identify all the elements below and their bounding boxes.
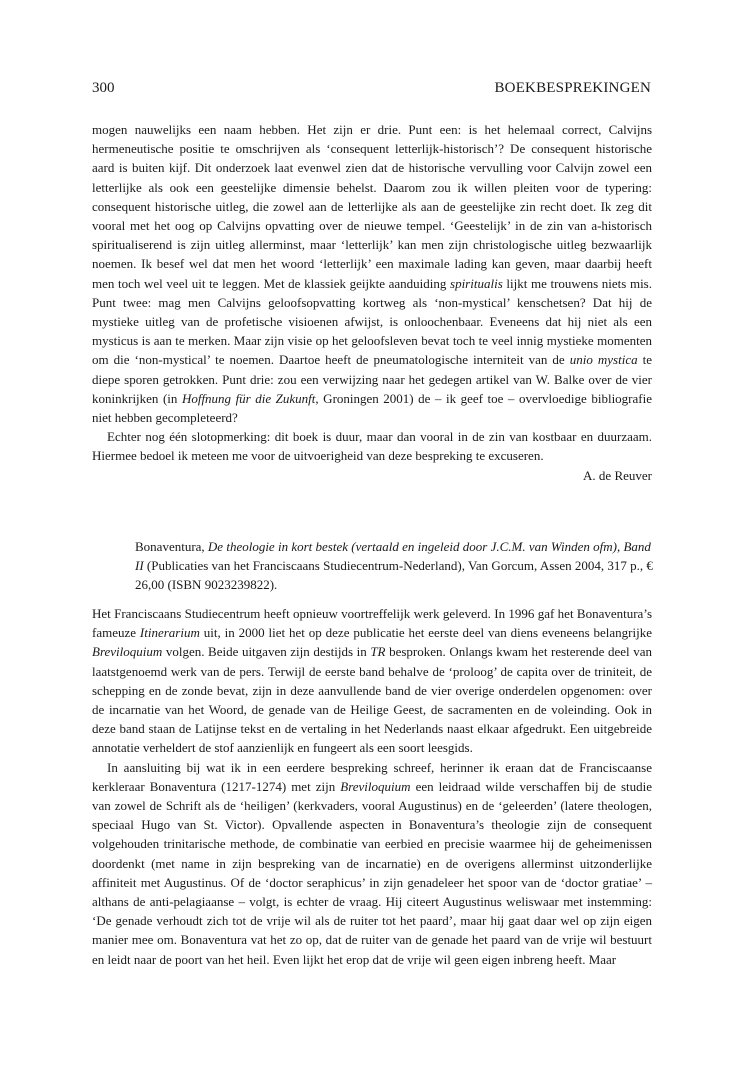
running-title: BOEKBESPREKINGEN [494,80,651,96]
reviewer-signature: A. de Reuver [583,467,652,483]
paragraph: Echter nog één slotopmerking: dit boek is duur, maar dan vooral in de zin van kostbaar en duurzaam. Hiermee bedoel ik meteen me voor de uitvoerigheid van deze bespreking te excuseren. [92,429,652,464]
review-continuation [92,120,652,485]
review-body [92,604,652,969]
paragraph: mogen nauwelijks een naam hebben. Het zijn er drie. Punt een: is het helemaal correct, Calvijns hermeneutische positie te omschrijven als ‘consequent letterlijk-historisch’? De consequent historische aard is buiten kijf. Dit onderzoek laat evenwel zien dat de historische vervulling voor Calvijn zowel een letterlijke als ook een geestelijke dimensie behelst. Daarom zou ik willen pleiten voor de typering: consequent historische uitleg, die zowel aan de letterlijke als aan de geestelijke zin recht doet. Ik zeg dit vooral met het oog op Calvijns opvatting over de nieuwe tempel. ‘Geestelijk’ in de zin van a-historisch spiritualiserend is zijn uitleg allerminst, maar ‘letterlijk’ kan men zijn christologische uitleg bezwaarlijk noemen. Ik besef wel dat men het woord ‘letterlijk’ een maximale lading kan geven, maar daarbij heeft men toch wel veel uit te leggen. Met de klassiek geijkte aanduiding spiritualis lijkt me trouwens niets mis. Punt twee: mag men Calvijns geloofsopvatting kortweg als ‘non-mystical’ kenschetsen? Dat hij de mystieke uitleg van de profetische visioenen afwijst, is onloochenbaar. Eveneens dat hij niet als een mysticus is aan te merken. Maar zijn visie op het geloofsleven bevat toch te veel innig mystieke momenten om die ‘non-mystical’ te noemen. Daartoe heeft de pneumatologische interniteit van de unio mystica te diepe sporen getrokken. Punt drie: zou een verwijzing naar het gedegen artikel van W. Balke over de vier koninkrijken (in Hoffnung für die Zukunft, Groningen 2001) de – ik geef toe – overvloedige bibliografie niet hebben gecompleteerd? [92,122,653,426]
paragraph: Het Franciscaans Studiecentrum heeft opnieuw voortreffelijk werk geleverd. In 1996 gaf het Bonaventura’s fameuze Itinerarium uit, in 2000 liet het op deze publicatie het eerste deel van diens eveneens belangrijke Breviloquium volgen. Beide uitgaven zijn destijds in TR besproken. Onlangs kwam het resterende deel van laatstgenoemd werk van de pers. Terwijl de eerste band behalve de ‘proloog’ de capita over de triniteit, de schepping en de zonde bevat, zijn in deze aanvullende band de vier overige onderdelen opgenomen: over de incarnatie van het Woord, de genade van de Heilige Geest, de sacramenten en de voleinding. Ook in deze band staan de Latijnse tekst en de vertaling in het Nederlands naast elkaar afgedrukt. Een uitgebreide annotatie verheldert de stof aanzienlijk en fungeert als een soort leesgids. [92,606,652,756]
paragraph: In aansluiting bij wat ik in een eerdere bespreking schreef, herinner ik eraan dat de Franciscaanse kerkleraar Bonaventura (1217-1274) met zijn Breviloquium een leidraad wilde verschaffen bij de studie van zowel de Schrift als de ‘heiligen’ (kerkvaders, vooral Augustinus) en de ‘geleerden’ (latere theologen, speciaal Hugo van St. Victor). Opvallende aspecten in Bonaventura’s theologie zijn de consequent volgehouden trinitarische methode, de combinatie van eerbied en precisie waarmee hij de geheimenissen doordenkt (met name in zijn bespreking van de incarnatie) en de overigens allerminst uitzonderlijke affiniteit met Augustinus. Of de ‘doctor seraphicus’ in zijn genadeleer het spoor van de ‘doctor gratiae’ – althans de anti-pelagiaanse – volgt, is echter de vraag. Hij citeert Augustinus weliswaar met instemming: ‘De genade verhoudt zich tot de vrije wil als de ruiter tot het paard’, maar hij gaat daar wel op zijn eigen manier mee om. Bonaventura vat het zo op, dat de ruiter van de genade het paard van de vrije wil bestuurt en leidt naar de poort van het heil. Even lijkt het erop dat de vrije wil geen eigen inbreng heeft. Maar [92,759,652,967]
page-number: 300 [92,80,115,96]
book-citation: Bonaventura, De theologie in kort bestek (vertaald en ingeleid door J.C.M. van Winden ofm), Band II (Publicaties van het Franciscaans Studiecentrum-Nederland), Van Gorcum, Assen 2004, 317 p., € 26,00 (ISBN 9023239822). [135,539,653,593]
